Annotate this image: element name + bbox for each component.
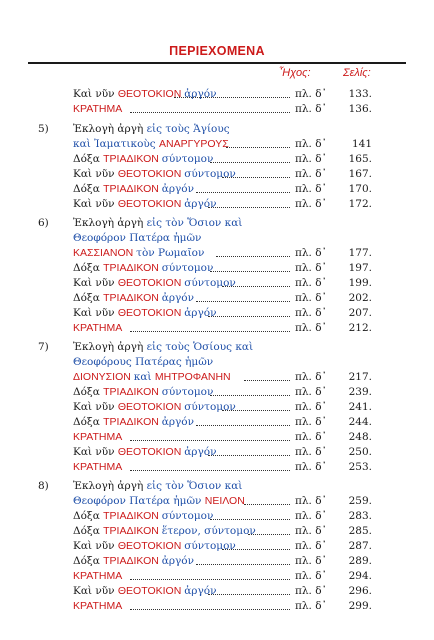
dot-leader — [196, 301, 290, 302]
toc-entry — [0, 246, 434, 261]
toc-entry — [0, 137, 434, 152]
dot-leader — [208, 594, 290, 595]
entry-tone: πλ. δ᾿ — [295, 585, 327, 597]
entry-tone: πλ. δ᾿ — [295, 510, 327, 522]
entry-page-number: 283. — [348, 510, 372, 522]
entry-page-number: 296. — [348, 585, 372, 597]
dot-leader — [210, 395, 290, 396]
toc-entry — [0, 167, 434, 182]
entry-page-number: 250. — [348, 446, 372, 458]
toc-entry — [0, 584, 434, 599]
entry-tone: πλ. δ᾿ — [295, 540, 327, 552]
entry-title: καὶ Ἰαματικοὺς ΑΝΑΡΓΥΡΟΥΣ — [73, 138, 229, 150]
entry-title: Δόξα ΤΡΙΑΔΙΚΟΝ ἀργόν — [73, 183, 194, 195]
entry-page-number: 259. — [348, 495, 372, 507]
entry-tone: πλ. δ᾿ — [295, 247, 327, 259]
entry-page-number: 197. — [348, 262, 372, 274]
toc-entry — [0, 291, 434, 306]
entry-tone: πλ. δ᾿ — [295, 322, 327, 334]
entry-tone: πλ. δ᾿ — [295, 138, 327, 150]
entry-tone: πλ. δ᾿ — [295, 386, 327, 398]
entry-tone: πλ. δ᾿ — [295, 416, 327, 428]
entry-title: Δόξα ΤΡΙΑΔΙΚΟΝ σύντομον — [73, 386, 214, 398]
dot-leader — [196, 564, 290, 565]
entry-tone: πλ. δ᾿ — [295, 168, 327, 180]
entry-title: Καὶ νῦν ΘΕΟΤΟΚΙΟΝ σύντομον — [73, 168, 236, 180]
entry-page-number: 244. — [348, 416, 372, 428]
toc-entry — [0, 479, 434, 494]
section-number: 7) — [38, 341, 49, 353]
entry-tone: πλ. δ᾿ — [295, 88, 327, 100]
entry-page-number: 253. — [348, 461, 372, 473]
entry-title: Καὶ νῦν ΘΕΟΤΟΚΙΟΝ σύντομον — [73, 277, 236, 289]
dot-leader — [210, 271, 290, 272]
entry-tone: πλ. δ᾿ — [295, 461, 327, 473]
entry-title: Δόξα ΤΡΙΑΔΙΚΟΝ ἀργόν — [73, 555, 194, 567]
entry-tone: πλ. δ᾿ — [295, 183, 327, 195]
entry-page-number: 212. — [348, 322, 372, 334]
entry-tone: πλ. δ᾿ — [295, 446, 327, 458]
dot-leader — [130, 112, 290, 113]
entry-tone: πλ. δ᾿ — [295, 307, 327, 319]
entry-tone: πλ. δ᾿ — [295, 292, 327, 304]
entry-page-number: 285. — [348, 525, 372, 537]
dot-leader — [244, 504, 290, 505]
entry-tone: πλ. δ᾿ — [295, 277, 327, 289]
page-title: ΠΕΡΙΕΧΟΜΕΝΑ — [169, 44, 265, 58]
entry-title: Δόξα ΤΡΙΑΔΙΚΟΝ ἀργόν — [73, 292, 194, 304]
entry-title: ΚΡΑΤΗΜΑ — [73, 600, 123, 612]
dot-leader — [130, 470, 290, 471]
entry-title: Καὶ νῦν ΘΕΟΤΟΚΙΟΝ σύντομον — [73, 540, 236, 552]
toc-entry — [0, 554, 434, 569]
entry-title: Δόξα ΤΡΙΑΔΙΚΟΝ ἕτερον, σύντομον — [73, 525, 256, 537]
entry-title: Καὶ νῦν ΘΕΟΤΟΚΙΟΝ ἀργόν — [73, 198, 217, 210]
toc-entry — [0, 415, 434, 430]
entry-tone: πλ. δ᾿ — [295, 600, 327, 612]
dot-leader — [248, 534, 290, 535]
entry-page-number: 141 — [351, 138, 372, 150]
dot-leader — [216, 256, 290, 257]
entry-title: ΔΙΟΝΥΣΙΟΝ καὶ ΜΗΤΡΟΦΑΝΗΝ — [73, 371, 231, 383]
entry-title: ΚΡΑΤΗΜΑ — [73, 431, 123, 443]
toc-entry — [0, 261, 434, 276]
toc-entry — [0, 355, 434, 370]
dot-leader — [208, 207, 290, 208]
section-number: 6) — [38, 217, 49, 229]
entry-tone: πλ. δ᾿ — [295, 401, 327, 413]
toc-entry — [0, 430, 434, 445]
toc-entry — [0, 569, 434, 584]
entry-title: Θεοφόρον Πατέρα ἡμῶν ΝΕΙΛΟΝ — [73, 495, 245, 507]
entry-title: Δόξα ΤΡΙΑΔΙΚΟΝ σύντομον — [73, 153, 214, 165]
toc-entry — [0, 231, 434, 246]
toc-entry — [0, 524, 434, 539]
dot-leader — [208, 316, 290, 317]
toc-entry — [0, 460, 434, 475]
toc-entry — [0, 122, 434, 137]
entry-page-number: 136. — [348, 103, 372, 115]
dot-leader — [210, 162, 290, 163]
entry-tone: πλ. δ᾿ — [295, 103, 327, 115]
entry-tone: πλ. δ᾿ — [295, 262, 327, 274]
entry-page-number: 241. — [348, 401, 372, 413]
entry-page-number: 287. — [348, 540, 372, 552]
pages-column-header: Σελίς: — [343, 67, 371, 79]
section-number: 8) — [38, 480, 49, 492]
toc-entry — [0, 385, 434, 400]
entry-tone: πλ. δ᾿ — [295, 198, 327, 210]
dot-leader — [130, 440, 290, 441]
toc-entry — [0, 539, 434, 554]
entry-page-number: 202. — [348, 292, 372, 304]
entry-title: Καὶ νῦν ΘΕΟΤΟΚΙΟΝ ἀργόν — [73, 88, 217, 100]
toc-entry — [0, 87, 434, 102]
entry-page-number: 294. — [348, 570, 372, 582]
entry-title: Δόξα ΤΡΙΑΔΙΚΟΝ σύντομον — [73, 262, 214, 274]
entry-page-number: 170. — [348, 183, 372, 195]
entry-title: Ἐκλογὴ ἀργὴ εἰς τοὺς Ἁγίους — [73, 123, 230, 135]
entry-tone: πλ. δ᾿ — [295, 431, 327, 443]
entry-page-number: 177. — [348, 247, 372, 259]
toc-entry — [0, 509, 434, 524]
dot-leader — [130, 331, 290, 332]
dot-leader — [208, 455, 290, 456]
echos-column-header: Ἦχος: — [279, 67, 311, 79]
entry-title: Θεοφόρον Πατέρα ἡμῶν — [73, 232, 202, 244]
toc-entry — [0, 494, 434, 509]
entry-page-number: 172. — [348, 198, 372, 210]
dot-leader — [210, 519, 290, 520]
dot-leader — [222, 177, 290, 178]
entry-page-number: 299. — [348, 600, 372, 612]
entry-tone: πλ. δ᾿ — [295, 525, 327, 537]
entry-title: Δόξα ΤΡΙΑΔΙΚΟΝ σύντομον — [73, 510, 214, 522]
entry-title: Ἐκλογὴ ἀργὴ εἰς τὸν Ὅσιον καὶ — [73, 217, 243, 229]
toc-entry — [0, 321, 434, 336]
entry-title: Καὶ νῦν ΘΕΟΤΟΚΙΟΝ ἀργόν — [73, 307, 217, 319]
toc-entry — [0, 152, 434, 167]
toc-entry — [0, 599, 434, 614]
entry-page-number: 248. — [348, 431, 372, 443]
entry-page-number: 207. — [348, 307, 372, 319]
toc-entry — [0, 306, 434, 321]
entry-title: Καὶ νῦν ΘΕΟΤΟΚΙΟΝ σύντομον — [73, 401, 236, 413]
toc-entry — [0, 182, 434, 197]
dot-leader — [174, 97, 290, 98]
entry-title: ΚΡΑΤΗΜΑ — [73, 570, 123, 582]
entry-title: Ἐκλογὴ ἀργὴ εἰς τὸν Ὅσιον καὶ — [73, 480, 243, 492]
entry-tone: πλ. δ᾿ — [295, 153, 327, 165]
entry-page-number: 199. — [348, 277, 372, 289]
dot-leader — [222, 549, 290, 550]
toc-entry — [0, 400, 434, 415]
entry-title: ΚΡΑΤΗΜΑ — [73, 103, 123, 115]
entry-title: ΚΑΣΣΙΑΝΟΝ τὸν Ρωμαῖον — [73, 247, 205, 259]
entry-page-number: 289. — [348, 555, 372, 567]
entry-title: Ἐκλογὴ ἀργὴ εἰς τοὺς Ὁσίους καὶ — [73, 341, 254, 353]
entry-title: Καὶ νῦν ΘΕΟΤΟΚΙΟΝ ἀργόν — [73, 446, 217, 458]
entry-tone: πλ. δ᾿ — [295, 371, 327, 383]
toc-entry — [0, 340, 434, 355]
dot-leader — [222, 286, 290, 287]
entry-title: Καὶ νῦν ΘΕΟΤΟΚΙΟΝ ἀργόν — [73, 585, 217, 597]
section-number: 5) — [38, 123, 49, 135]
toc-entry — [0, 276, 434, 291]
entry-title: ΚΡΑΤΗΜΑ — [73, 322, 123, 334]
entry-title: Δόξα ΤΡΙΑΔΙΚΟΝ ἀργόν — [73, 416, 194, 428]
entry-tone: πλ. δ᾿ — [295, 570, 327, 582]
dot-leader — [226, 147, 290, 148]
toc-entry — [0, 216, 434, 231]
entry-tone: πλ. δ᾿ — [295, 495, 327, 507]
dot-leader — [222, 410, 290, 411]
dot-leader — [130, 579, 290, 580]
title-rule — [28, 62, 406, 64]
dot-leader — [196, 425, 290, 426]
entry-tone: πλ. δ᾿ — [295, 555, 327, 567]
dot-leader — [196, 192, 290, 193]
entry-page-number: 239. — [348, 386, 372, 398]
entry-page-number: 133. — [348, 88, 372, 100]
entry-title: ΚΡΑΤΗΜΑ — [73, 461, 123, 473]
entry-page-number: 165. — [348, 153, 372, 165]
entry-title: Θεοφόρους Πατέρας ἡμῶν — [73, 356, 214, 368]
dot-leader — [130, 609, 290, 610]
toc-entry — [0, 197, 434, 212]
toc-entry — [0, 370, 434, 385]
entry-page-number: 217. — [348, 371, 372, 383]
toc-entry — [0, 102, 434, 117]
dot-leader — [244, 380, 290, 381]
toc-entry — [0, 445, 434, 460]
entry-page-number: 167. — [348, 168, 372, 180]
